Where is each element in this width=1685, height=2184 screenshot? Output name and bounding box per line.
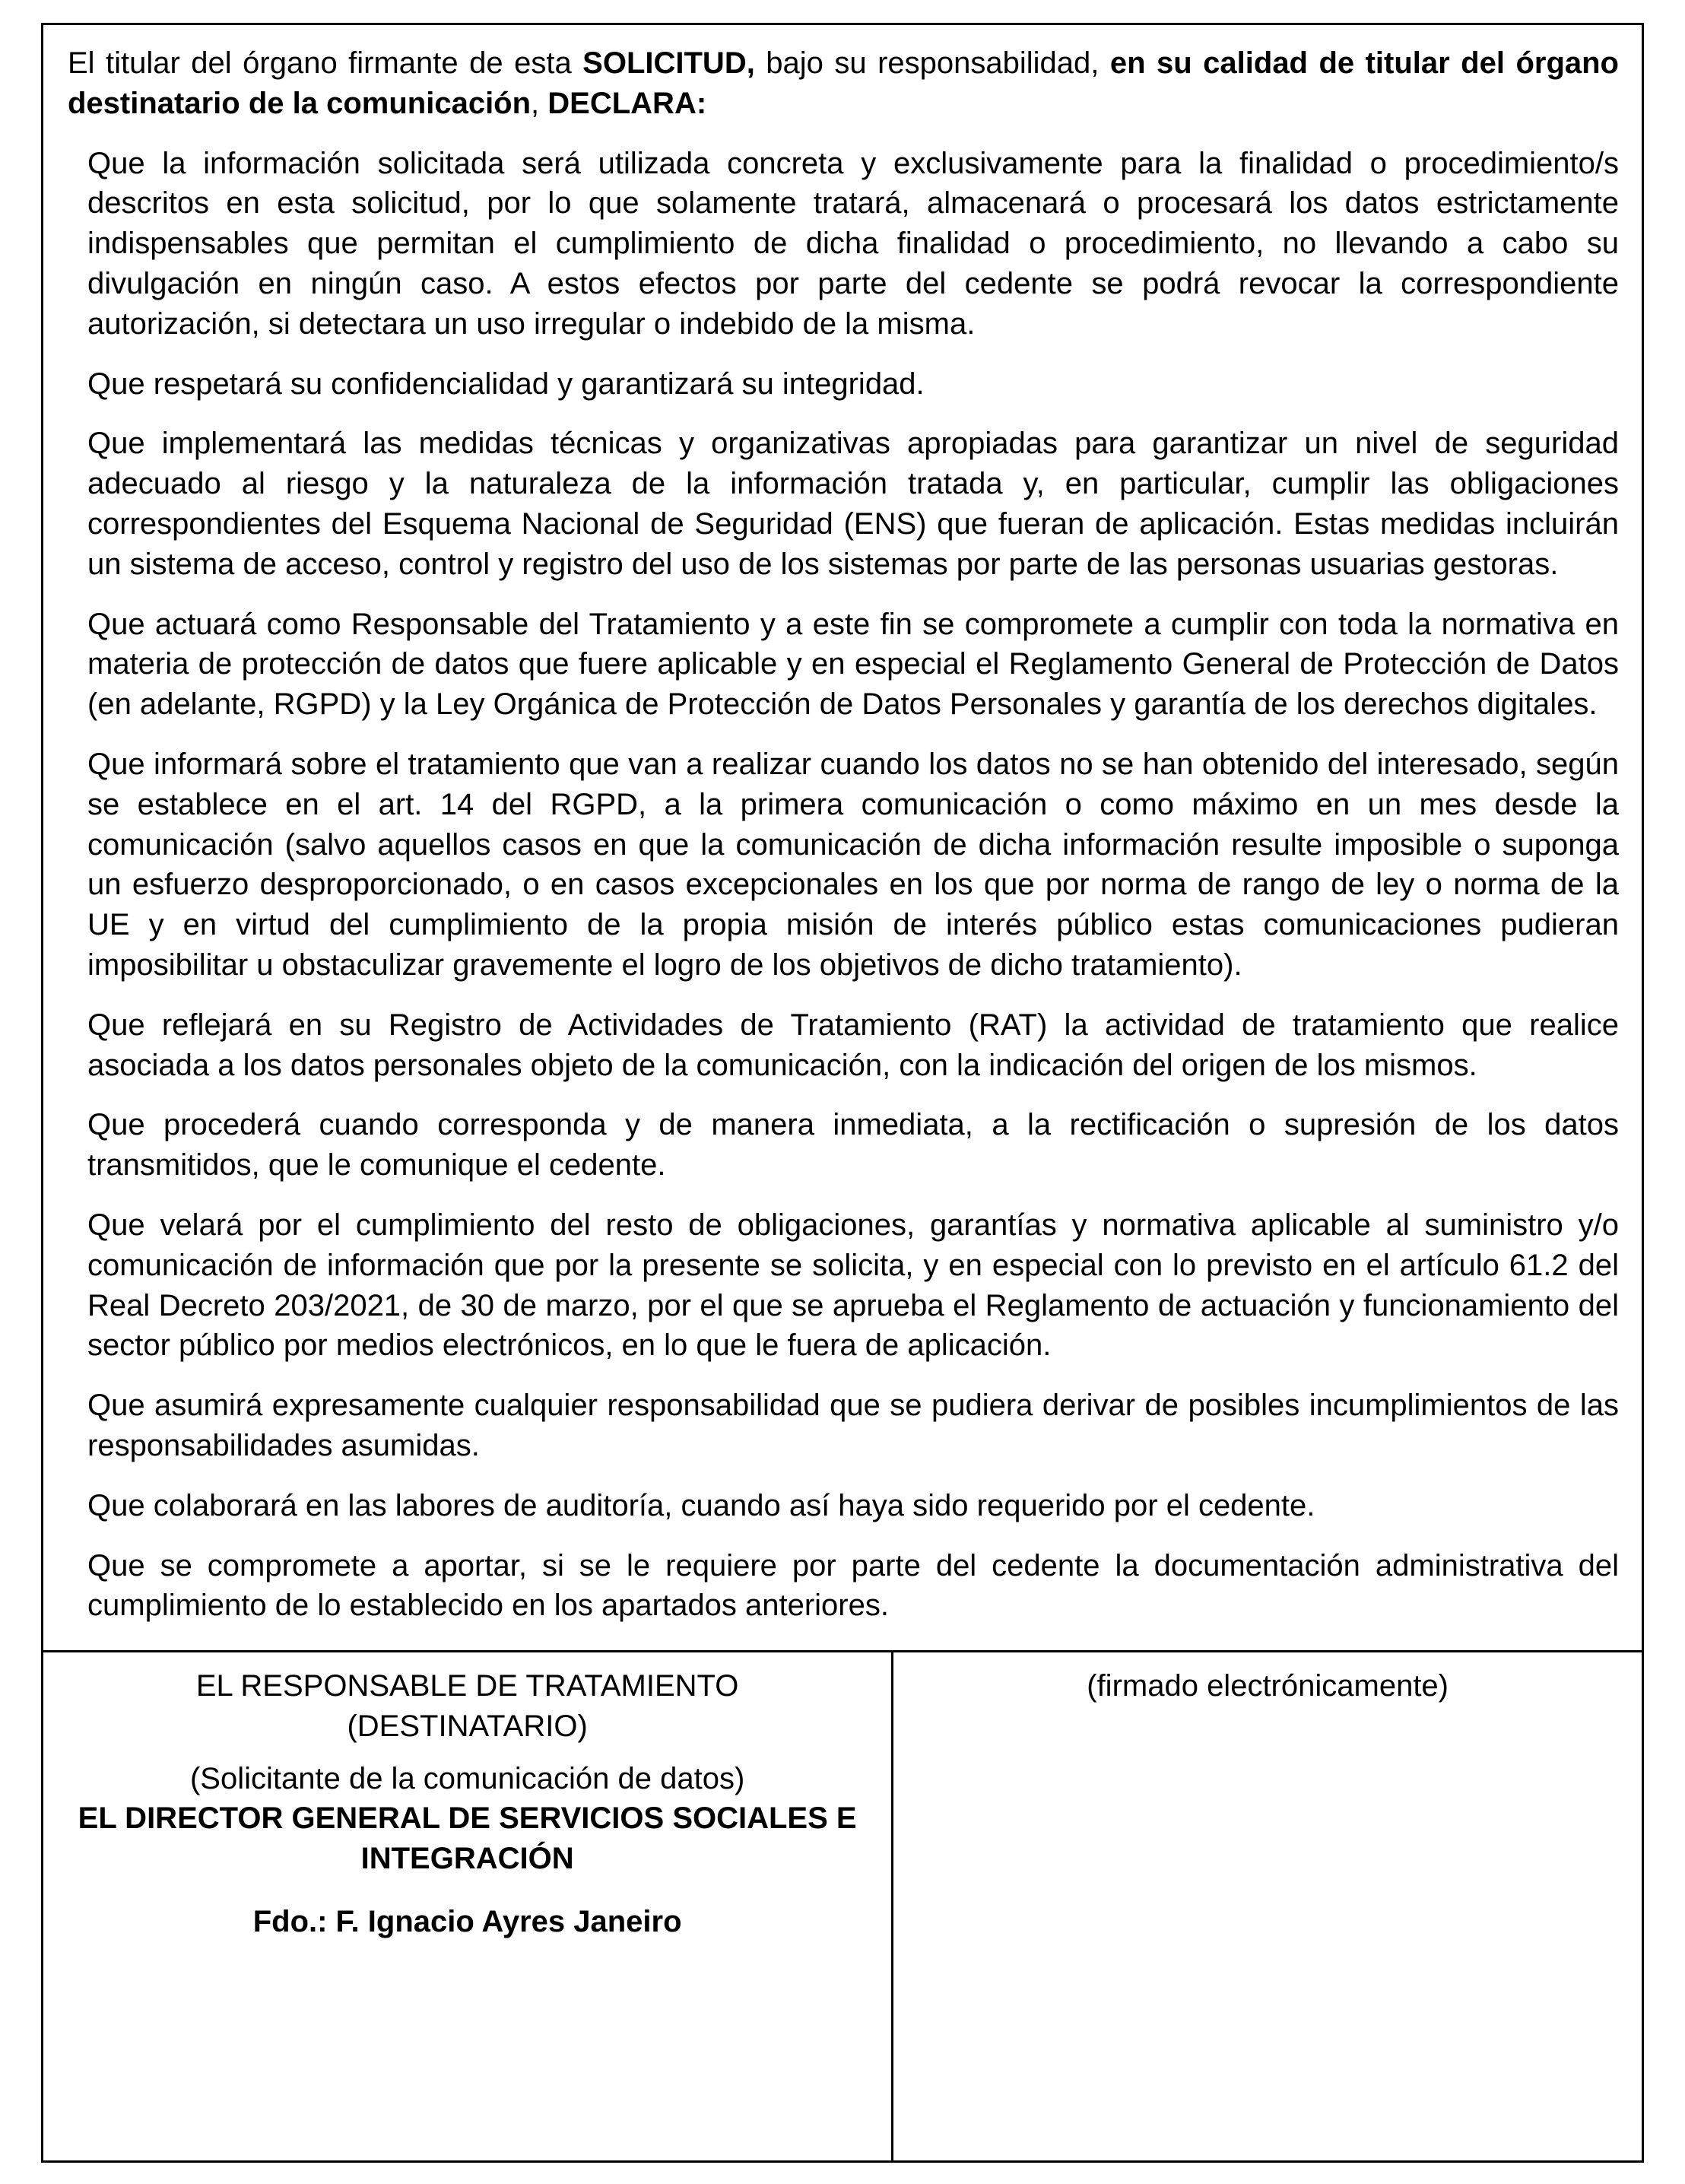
signature-table <box>43 1650 1642 2160</box>
document-frame <box>41 23 1644 2163</box>
declaration-paragraph: Que colaborará en las labores de auditoría, cuando así haya sido requerido por el cedente. <box>87 1488 1315 1522</box>
declaration-paragraph: Que asumirá expresamente cualquier responsabilidad que se pudiera derivar de posibles incumplimientos de las responsabilidades asumidas. <box>87 1389 1619 1462</box>
declaration-paragraph: Que la información solicitada será utilizada concreta y exclusivamente para la finalidad o procedimiento/s descritos en esta solicitud, por lo que solamente tratará, almacenará o procesará los datos estrictamente indispensables que permitan el cumplimiento de dicha finalidad o procedimiento, no llevando a cabo su divulgación en ningún caso. A estos efectos por parte del cedente se podrá revocar la correspondiente autorización, si detectara un uso irregular o indebido de la misma. <box>87 146 1619 341</box>
declaration-header <box>68 43 1619 124</box>
declaration-paragraph: Que respetará su confidencialidad y garantizará su integridad. <box>87 367 925 401</box>
signatory-role-line1: EL RESPONSABLE DE TRATAMIENTO <box>195 1669 739 1703</box>
signature-right-cell <box>893 1652 1642 2160</box>
header-text: bajo su responsabilidad, <box>754 46 1110 80</box>
declaration-paragraph: Que se compromete a aportar, si se le requiere por parte del cedente la documentación administrativa del cumplimiento de lo establecido en los apartados anteriores. <box>87 1548 1619 1623</box>
header-text: , <box>531 86 548 120</box>
declaration-paragraph: Que procederá cuando corresponda y de manera inmediata, a la rectificación o supresión de los datos transmitidos, que le comunique el cedente. <box>87 1108 1619 1182</box>
declaration-paragraph: Que actuará como Responsable del Tratamiento y a este fin se compromete a cumplir con toda la normativa en materia de protección de datos que fuere aplicable y en especial el Reglamento General de Protección de Datos (en adelante, RGPD) y la Ley Orgánica de Protección de Datos Personales y garantía de los derechos digitales. <box>87 607 1619 722</box>
electronic-signature-note: (firmado electrónicamente) <box>1087 1669 1449 1703</box>
declaration-paragraph: Que informará sobre el tratamiento que van a realizar cuando los datos no se han obtenido del interesado, según se establece en el art. 14 del RGPD, a la primera comunicación o como máximo en un mes desde la comunicación (salvo aquellos casos en que la comunicación de dicha información resulte imposible o suponga un esfuerzo desproporcionado, o en casos excepcionales en los que por norma de rango de ley o norma de la UE y en virtud del cumplimiento de la propia misión de interés público estas comunicaciones pudieran imposibilitar u obstaculizar gravemente el logro de los objetivos de dicho tratamiento). <box>87 747 1619 982</box>
declaration-paragraph: Que implementará las medidas técnicas y organizativas apropiadas para garantizar un nivel de seguridad adecuado al riesgo y la naturaleza de la información tratada y, en particular, cumplir las obligaciones correspondientes del Esquema Nacional de Seguridad (ENS) que fueran de aplicación. Estas medidas incluirán un sistema de acceso, control y registro del uso de los sistemas por parte de las personas usuarias gestoras. <box>87 427 1619 581</box>
header-declara-bold: DECLARA: <box>547 86 707 120</box>
declaration-body <box>43 25 1642 1650</box>
signatory-position: EL DIRECTOR GENERAL DE SERVICIOS SOCIALES E INTEGRACIÓN <box>78 1801 857 1876</box>
signatory-subtitle: (Solicitante de la comunicación de datos) <box>189 1761 745 1795</box>
signatory-name: Fdo.: F. Ignacio Ayres Janeiro <box>252 1905 682 1939</box>
declaration-paragraph: Que velará por el cumplimiento del resto de obligaciones, garantías y normativa aplicable al suministro y/o comunicación de información que por la presente se solicita, y en especial con lo previsto en el artículo 61.2 del Real Decreto 203/2021, de 30 de marzo, por el que se aprueba el Reglamento de actuación y funcionamiento del sector público por medios electrónicos, en lo que le fuera de aplicación. <box>87 1208 1619 1363</box>
header-text: El titular del órgano firmante de esta <box>68 46 583 80</box>
signature-left-cell <box>43 1652 893 2160</box>
header-solicitud-bold: SOLICITUD, <box>582 46 755 80</box>
declaration-paragraph: Que reflejará en su Registro de Actividades de Tratamiento (RAT) la actividad de tratamiento que realice asociada a los datos personales objeto de la comunicación, con la indicación del origen de los mismos. <box>87 1008 1619 1082</box>
header-titular-bold: en su calidad de titular del órgano destinatario de la comunicación <box>68 46 1619 120</box>
signatory-role-line2: (DESTINATARIO) <box>347 1709 588 1743</box>
